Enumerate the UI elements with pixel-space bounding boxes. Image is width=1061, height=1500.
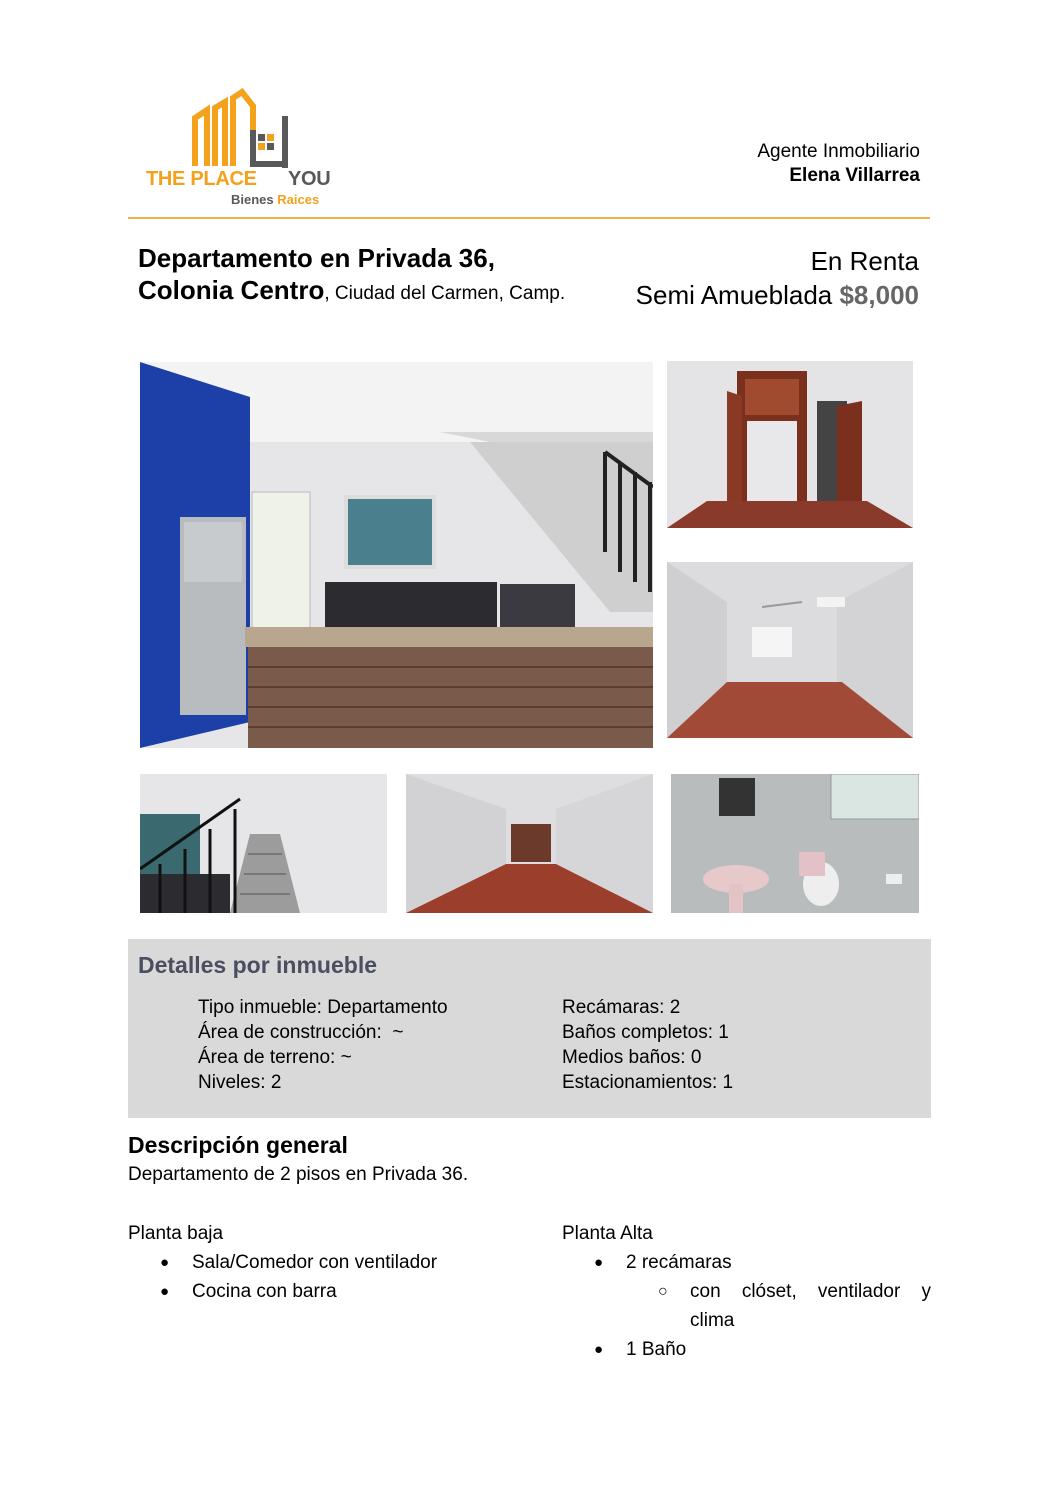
agent-name: Elena Villarrea (789, 165, 920, 186)
kitchen-living-photo (140, 362, 653, 748)
logo-brand-left: THE PLACE (146, 168, 257, 190)
sub-list-item: ○ con clóset, ventilador y clima (562, 1277, 931, 1335)
detail-construction-area: Área de construcción: ~ (198, 1022, 404, 1043)
floor-high-title: Planta Alta (562, 1223, 653, 1244)
hallway-photo (406, 774, 653, 913)
closet-photo (667, 361, 913, 528)
logo-subtitle-left: Bienes (231, 192, 274, 207)
description-text: Departamento de 2 pisos en Privada 36. (128, 1164, 469, 1185)
details-panel (128, 939, 931, 1118)
detail-levels: Niveles: 2 (198, 1072, 282, 1093)
detail-property-type: Tipo inmueble: Departamento (198, 997, 448, 1018)
details-title: Detalles por inmueble (138, 952, 378, 978)
detail-land-area: Área de terreno: ~ (198, 1047, 352, 1068)
furnishing: Semi Amueblada (635, 280, 833, 310)
detail-full-baths: Baños completos: 1 (562, 1022, 729, 1043)
list-item: ● Sala/Comedor con ventilador (128, 1248, 528, 1277)
detail-half-baths: Medios baños: 0 (562, 1047, 702, 1068)
operation-type: En Renta (810, 246, 919, 276)
price-line (636, 278, 919, 312)
company-logo (145, 88, 350, 210)
floor-low-title: Planta baja (128, 1223, 224, 1244)
floor-low-section (128, 1219, 528, 1306)
bedroom-photo (667, 562, 913, 738)
header-divider (128, 217, 930, 219)
agent-label: Agente Inmobiliario (757, 141, 920, 162)
price: $8,000 (839, 280, 919, 310)
details-left-column (198, 995, 448, 1095)
list-item: ● Cocina con barra (128, 1277, 528, 1306)
title-street: Colonia Centro (138, 275, 325, 305)
listing-title (138, 244, 578, 308)
title-line1: Departamento en Privada 36, (138, 243, 495, 273)
title-city: , Ciudad del Carmen, Camp. (324, 283, 566, 304)
floor-high-section (562, 1219, 931, 1364)
description-title: Descripción general (128, 1132, 348, 1158)
details-right-column (562, 995, 733, 1095)
detail-parking: Estacionamientos: 1 (562, 1072, 734, 1093)
agent-block (757, 140, 920, 188)
logo-subtitle-right: Raices (277, 192, 320, 207)
list-item: ● 2 recámaras (562, 1248, 931, 1277)
detail-bedrooms: Recámaras: 2 (562, 997, 681, 1018)
stairs-photo (140, 774, 387, 913)
list-item: ● 1 Baño (562, 1335, 931, 1364)
logo-subtitle (231, 192, 319, 207)
deal-block (636, 244, 919, 312)
logo-brand-right: YOU (288, 168, 331, 190)
bathroom-photo (671, 774, 919, 913)
building-logo-icon (145, 88, 350, 168)
